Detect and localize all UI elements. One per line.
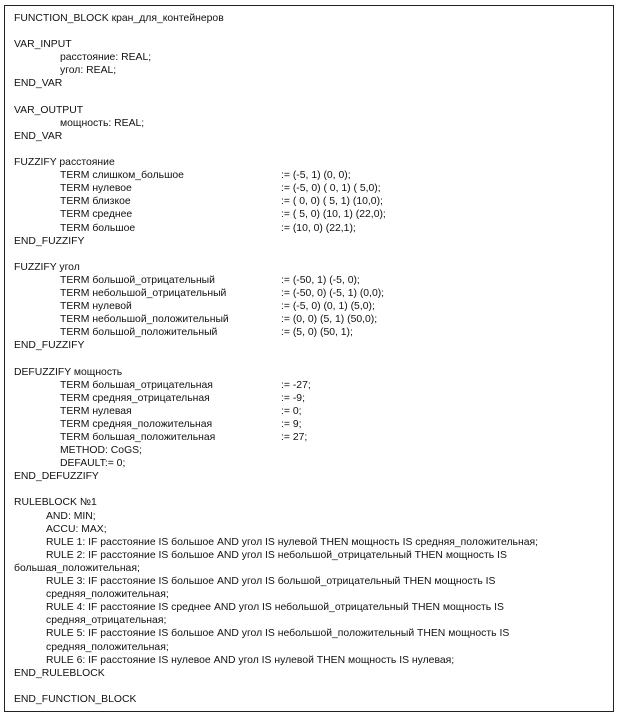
defuzzify-method: METHOD: CoGS; — [60, 445, 142, 457]
ruleblock-accu: ACCU: MAX; — [46, 523, 107, 535]
term-line — [14, 418, 610, 431]
term-value: := (0, 0) (5, 1) (50,0); — [281, 314, 378, 326]
term-line — [14, 182, 610, 195]
term-line — [14, 431, 610, 444]
term-value: := (-5, 0) (0, 1) (5,0); — [281, 301, 375, 313]
term-name: TERM средняя_положительная — [60, 418, 213, 430]
term-name: TERM небольшой_положительный — [60, 314, 229, 326]
var-output-line: мощность: REAL; — [60, 117, 145, 129]
var-output-header: VAR_OUTPUT — [14, 104, 84, 116]
term-value: := (-5, 0) ( 0, 1) ( 5,0); — [281, 183, 381, 195]
term-line — [14, 300, 610, 313]
rule-line: RULE 6: IF расстояние IS нулевое AND угол IS нулевой THEN мощность IS нулевая; — [46, 654, 455, 666]
rule-line: RULE 1: IF расстояние IS большое AND угол IS нулевой THEN мощность IS средняя_положительная; — [46, 536, 538, 548]
rule-line: RULE 3: IF расстояние IS большое AND угол IS большой_отрицательный THEN мощность IS — [46, 576, 496, 588]
fuzzify-angle-header: FUZZIFY угол — [14, 261, 80, 273]
rule-line-continuation: большая_положительная; — [14, 562, 140, 574]
term-value: := ( 5, 0) (10, 1) (22,0); — [281, 209, 386, 221]
term-line — [14, 313, 610, 326]
term-value: := (10, 0) (22,1); — [281, 222, 356, 234]
term-name: TERM близкое — [60, 196, 131, 208]
var-input-footer: END_VAR — [14, 78, 63, 90]
var-input-header: VAR_INPUT — [14, 39, 72, 51]
fuzzify-angle-footer: END_FUZZIFY — [14, 340, 85, 352]
blank-line — [14, 25, 610, 38]
ruleblock-footer: END_RULEBLOCK — [14, 667, 105, 679]
var-input-line: угол: REAL; — [60, 65, 117, 77]
term-line — [14, 326, 610, 339]
term-value: := -9; — [281, 392, 305, 404]
blank-line — [14, 680, 610, 693]
blank-line — [14, 143, 610, 156]
term-line — [14, 287, 610, 300]
term-value: := (5, 0) (50, 1); — [281, 327, 353, 339]
ruleblock-and: AND: MIN; — [46, 510, 96, 522]
term-line — [14, 208, 610, 221]
term-name: TERM большой_положительный — [60, 327, 218, 339]
term-name: TERM среднее — [60, 209, 133, 221]
term-name: TERM большая_отрицательная — [60, 379, 213, 391]
term-name: TERM нулевая — [60, 405, 132, 417]
term-name: TERM большой_отрицательный — [60, 274, 215, 286]
term-line — [14, 195, 610, 208]
term-value: := 0; — [281, 405, 302, 417]
term-line — [14, 222, 610, 235]
term-value: := 9; — [281, 418, 302, 430]
term-name: TERM небольшой_отрицательный — [60, 287, 227, 299]
term-value: := (-5, 1) (0, 0); — [281, 170, 351, 182]
term-name: TERM нулевой — [60, 301, 132, 313]
rule-line-continuation: средняя_положительная; — [46, 641, 169, 653]
function-block-footer: END_FUNCTION_BLOCK — [14, 693, 137, 705]
rule-line-continuation: средняя_положительная; — [46, 589, 169, 601]
rule-line: RULE 5: IF расстояние IS большое AND угол IS небольшой_положительный THEN мощность IS — [46, 628, 510, 640]
blank-line — [14, 483, 610, 496]
var-output-footer: END_VAR — [14, 130, 63, 142]
term-name: TERM слишком_большое — [60, 170, 184, 182]
term-line — [14, 392, 610, 405]
rule-line: RULE 4: IF расстояние IS среднее AND угол IS небольшой_отрицательный THEN мощность IS — [46, 602, 504, 614]
st-code-listing — [14, 12, 610, 706]
term-value: := 27; — [281, 432, 308, 443]
fuzzify-distance-footer: END_FUZZIFY — [14, 235, 85, 247]
function-block-header: FUNCTION_BLOCK кран_для_контейнеров — [14, 13, 224, 24]
term-line — [14, 169, 610, 182]
term-line — [14, 405, 610, 418]
term-value: := (-50, 0) (-5, 1) (0,0); — [281, 287, 385, 299]
ruleblock-header: RULEBLOCK №1 — [14, 497, 97, 509]
term-line — [14, 274, 610, 287]
rule-line-continuation: средняя_отрицательная; — [46, 615, 167, 627]
fuzzify-distance-header: FUZZIFY расстояние — [14, 157, 115, 169]
defuzzify-power-header: DEFUZZIFY мощность — [14, 366, 123, 378]
blank-line — [14, 248, 610, 261]
term-name: TERM нулевое — [60, 183, 132, 195]
blank-line — [14, 352, 610, 365]
term-name: TERM большая_положительная — [60, 432, 216, 443]
term-name: TERM большое — [60, 222, 136, 234]
rule-line: RULE 2: IF расстояние IS большое AND угол IS небольшой_отрицательный THEN мощность IS — [46, 549, 507, 561]
term-name: TERM средняя_отрицательная — [60, 392, 210, 404]
term-line — [14, 379, 610, 392]
var-input-line: расстояние: REAL; — [60, 52, 152, 64]
defuzzify-power-footer: END_DEFUZZIFY — [14, 471, 99, 483]
term-value: := ( 0, 0) ( 5, 1) (10,0); — [281, 196, 383, 208]
defuzzify-default: DEFAULT:= 0; — [60, 458, 126, 470]
blank-line — [14, 91, 610, 104]
term-value: := (-50, 1) (-5, 0); — [281, 274, 360, 286]
term-value: := -27; — [281, 379, 311, 391]
